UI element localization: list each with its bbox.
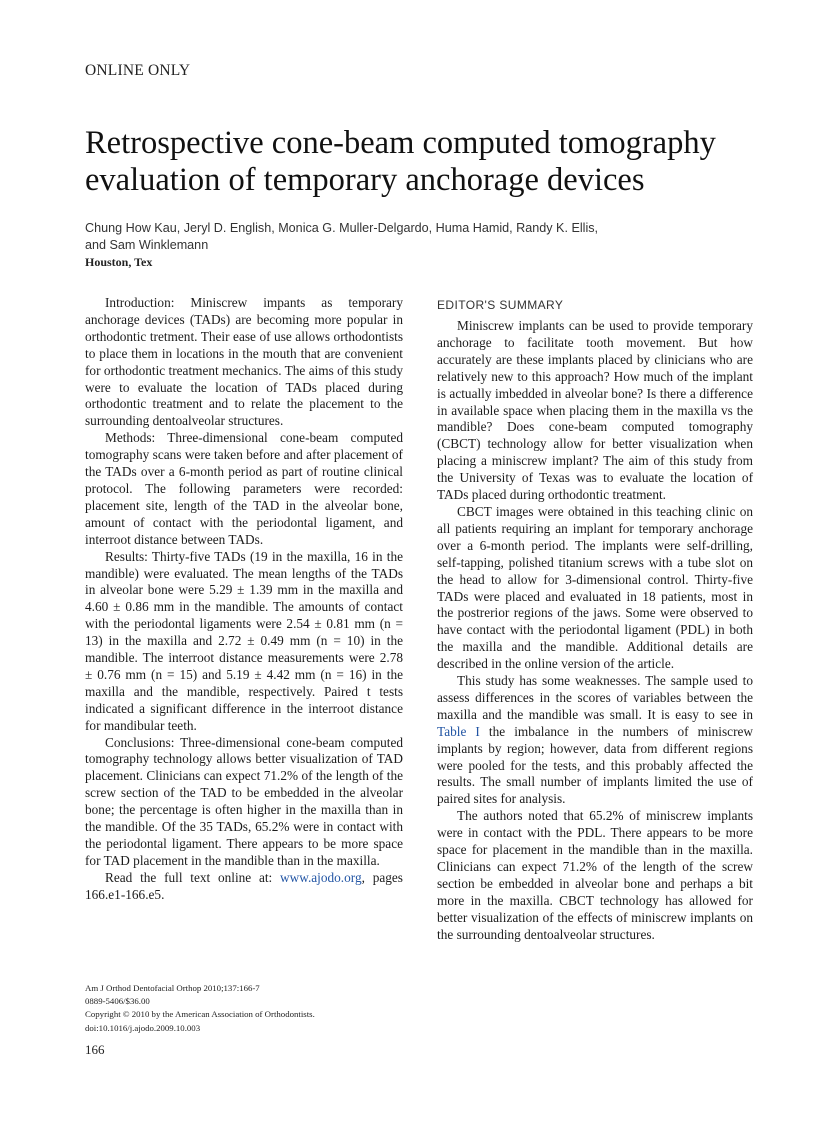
journal-citation: Am J Orthod Dentofacial Orthop 2010;137:166-7 xyxy=(85,983,260,993)
abstract-column xyxy=(85,295,403,904)
author-list xyxy=(85,220,685,254)
summary-heading: EDITOR'S SUMMARY xyxy=(437,298,564,312)
abstract-conclusions: Conclusions: Three-dimensional cone-beam computed tomography technology allows better visualization of TAD placement. Clinicians can expect 71.2% of the length of the screw section of the TAD to be embedded in the alveolar bone; the percentage is often higher in the maxilla than in the mandible. Of the 35 TADs, 65.2% were in contact with the periodontal ligament. There appears to be more space for TAD placement in the mandible than in the maxilla. xyxy=(85,734,403,868)
citation-footer xyxy=(85,982,425,1035)
page-number: 166 xyxy=(85,1042,105,1057)
authors-line-1: Chung How Kau, Jeryl D. English, Monica G. Muller-Delgardo, Huma Hamid, Randy K. Ellis, xyxy=(85,221,599,235)
journal-website-link[interactable]: www.ajodo.org xyxy=(280,869,362,885)
abstract-introduction: Introduction: Miniscrew impants as temporary anchorage devices (TADs) are becoming more popular in orthodontic tretment. Their ease of use allows orthodontists to place them in locations in the mouth that are convenient for orthodontic treatment mechanics. The aims of this study were to evaluate the location of TADs placed during orthodontic treatment and to relate the placement to the surrounding dentoalveolar structures. xyxy=(85,295,403,429)
read-suffix: , pages 166.e1-166.e5. xyxy=(85,869,403,902)
abstract-methods: Methods: Three-dimensional cone-beam computed tomography scans were taken before and after placement of the TADs over a 6-month period as part of routine clinical protocol. The following parameters were recorded: placement site, length of the TAD in the alveolar bone, amount of contact with the periodontal ligament, and interroot distance between TADs. xyxy=(85,430,403,547)
read-prefix: Read the full text online at: xyxy=(105,869,280,885)
summary-paragraph-3 xyxy=(437,673,753,808)
abstract-results: Results: Thirty-five TADs (19 in the maxilla, 16 in the mandible) were evaluated. The mean lengths of the TADs in alveolar bone were 5.29 ± 1.39 mm in the maxilla and 4.60 ± 0.86 mm in the mandible. The amounts of contact with the periodontal ligaments were 2.54 ± 0.81 mm (n = 13) in the maxilla and 2.72 ± 0.49 mm (n = 10) in the mandible. The interroot distance measurements were 2.78 ± 0.76 mm (n = 15) and 5.19 ± 4.42 mm (n = 16) in the maxilla and the mandible, respectively. Paired t tests indicated a significant difference in the interroot distance for mandibular teeth. xyxy=(85,548,403,733)
section-label: ONLINE ONLY xyxy=(85,62,191,79)
read-full-text xyxy=(85,870,403,904)
summary-paragraph-4: The authors noted that 65.2% of miniscrew implants were in contact with the PDL. There appears to be more space for placement in the mandible than in the maxilla. Clinicians can expect 71.2% of the length of the screw section be embedded in alveolar bone and perhaps a bit more in the maxilla. CBCT technology has allowed for better visualization of the effects of miniscrew implants on the surrounding dentoalveolar structures. xyxy=(437,808,753,942)
copyright-notice: Copyright © 2010 by the American Association of Orthodontists. xyxy=(85,1009,315,1020)
summary-paragraph-2: CBCT images were obtained in this teaching clinic on all patients requiring an implant for temporary anchorage over a 6-month period. The implants were self-drilling, self-tapping, polished titanium screws with a tube slot on the head to allow for 3-dimensional control. Thirty-five TADs were placed and evaluated in 18 patients, most in the postrerior regions of the jaws. Some were observed to have contact with the periodontal ligament (PDL) in both the maxilla and the mandible. Additional details are described in the online version of the article. xyxy=(437,503,753,672)
article-title: Retrospective cone-beam computed tomography evaluation of temporary anchorage devices xyxy=(85,125,716,198)
authors-line-2: and Sam Winklemann xyxy=(85,238,209,252)
table-1-link[interactable]: Table I xyxy=(437,723,480,739)
doi: doi:10.1016/j.ajodo.2009.10.003 xyxy=(85,1022,201,1033)
author-location: Houston, Tex xyxy=(85,255,153,269)
p3-suffix: the imbalance in the numbers of miniscrew implants by region; however, data from different regions were pooled for the tests, and this probably affected the results. The small number of implants limited the use of paired sites for analysis. xyxy=(437,723,754,807)
summary-paragraph-1: Miniscrew implants can be used to provide temporary anchorage to facilitate tooth movement. But how accurately are these implants placed by clinicians who are relatively new to this approach? How much of the implant is actually imbedded in alveolar bone? Is there a difference in available space when placing them in the maxilla vs the mandible? Does cone-beam computed tomography (CBCT) technology allow for better visualization when placing a miniscrew implant? The aim of this study from the University of Texas was to evaluate the location of TADs placed during orthodontic treatment. xyxy=(437,318,753,503)
p3-prefix: This study has some weaknesses. The sample used to assess differences in the scores of variables between the maxilla and the mandible was small. It is easy to see in xyxy=(437,673,753,722)
editors-summary xyxy=(437,298,753,944)
issn-price: 0889-5406/$36.00 xyxy=(85,996,150,1007)
